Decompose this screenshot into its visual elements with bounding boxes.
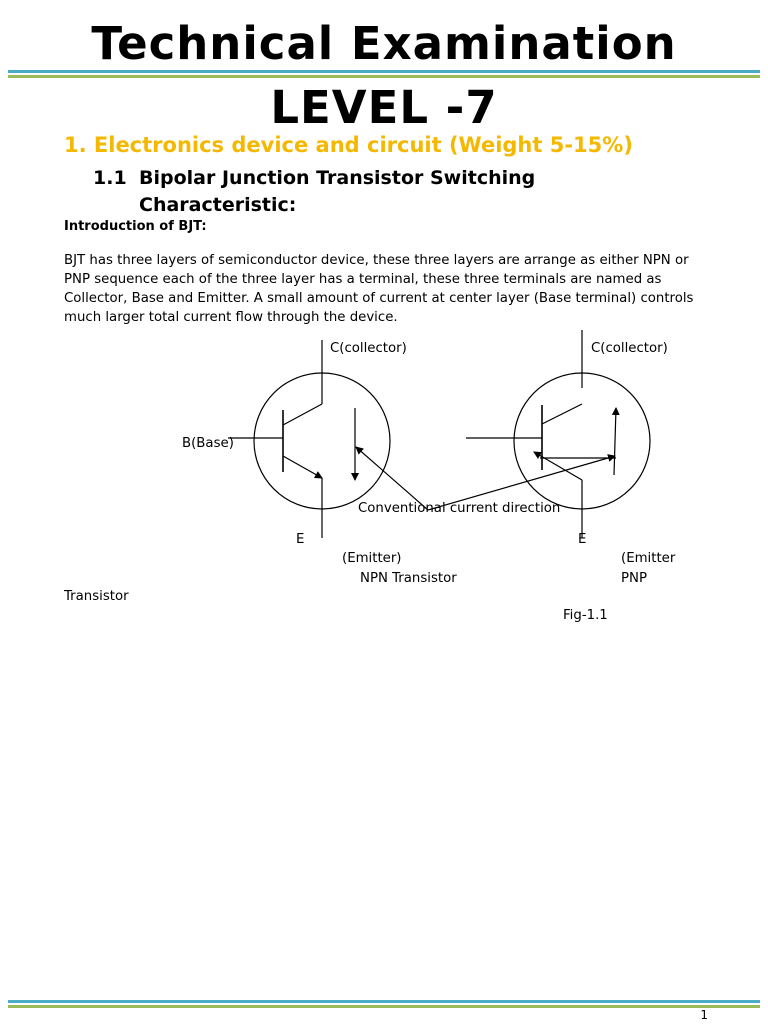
footer-rule-green <box>8 1005 760 1008</box>
page-number: 1 <box>700 1008 708 1022</box>
npn-collector-label: C(collector) <box>330 341 407 356</box>
npn-emitter-label: (Emitter) <box>342 551 402 566</box>
subsection-number: 1.1 <box>93 167 127 189</box>
pnp-name-label: PNP <box>621 571 647 586</box>
npn-emitter-arrow <box>283 456 322 478</box>
document-title: Technical Examination <box>91 17 677 70</box>
npn-collector-arm <box>283 404 322 425</box>
pnp-emitter-letter: E <box>578 532 587 547</box>
pnp-emitter-label: (Emitter <box>621 551 676 566</box>
pnp-current-arrow <box>614 408 616 475</box>
intro-paragraph: BJT has three layers of semiconductor device, these three layers are arrange as either NPN or PNP sequence each of the three layer has a terminal, these three terminals are named as Collector, Base and Emitter. A small amount of current at center layer (Base terminal) controls much larger total current flow through the device. <box>64 253 694 325</box>
figure-caption: Fig-1.1 <box>563 608 608 623</box>
pnp-collector-arm <box>542 404 582 424</box>
subsection-title-line1: Bipolar Junction Transistor Switching <box>139 167 536 189</box>
intro-heading: Introduction of BJT: <box>64 219 207 234</box>
base-label: B(Base) <box>182 436 234 451</box>
current-direction-label: Conventional current direction <box>358 501 561 516</box>
pnp-collector-label: C(collector) <box>591 341 668 356</box>
npn-name-label: NPN Transistor <box>360 571 457 586</box>
level-title: LEVEL -7 <box>270 81 498 134</box>
subsection-title-line2: Characteristic: <box>139 194 297 216</box>
npn-emitter-letter: E <box>296 532 305 547</box>
section-heading: 1. Electronics device and circuit (Weight 5-15%) <box>64 133 633 157</box>
footer-rule-blue <box>8 1000 760 1003</box>
pnp-name-label-continued: Transistor <box>64 589 129 604</box>
